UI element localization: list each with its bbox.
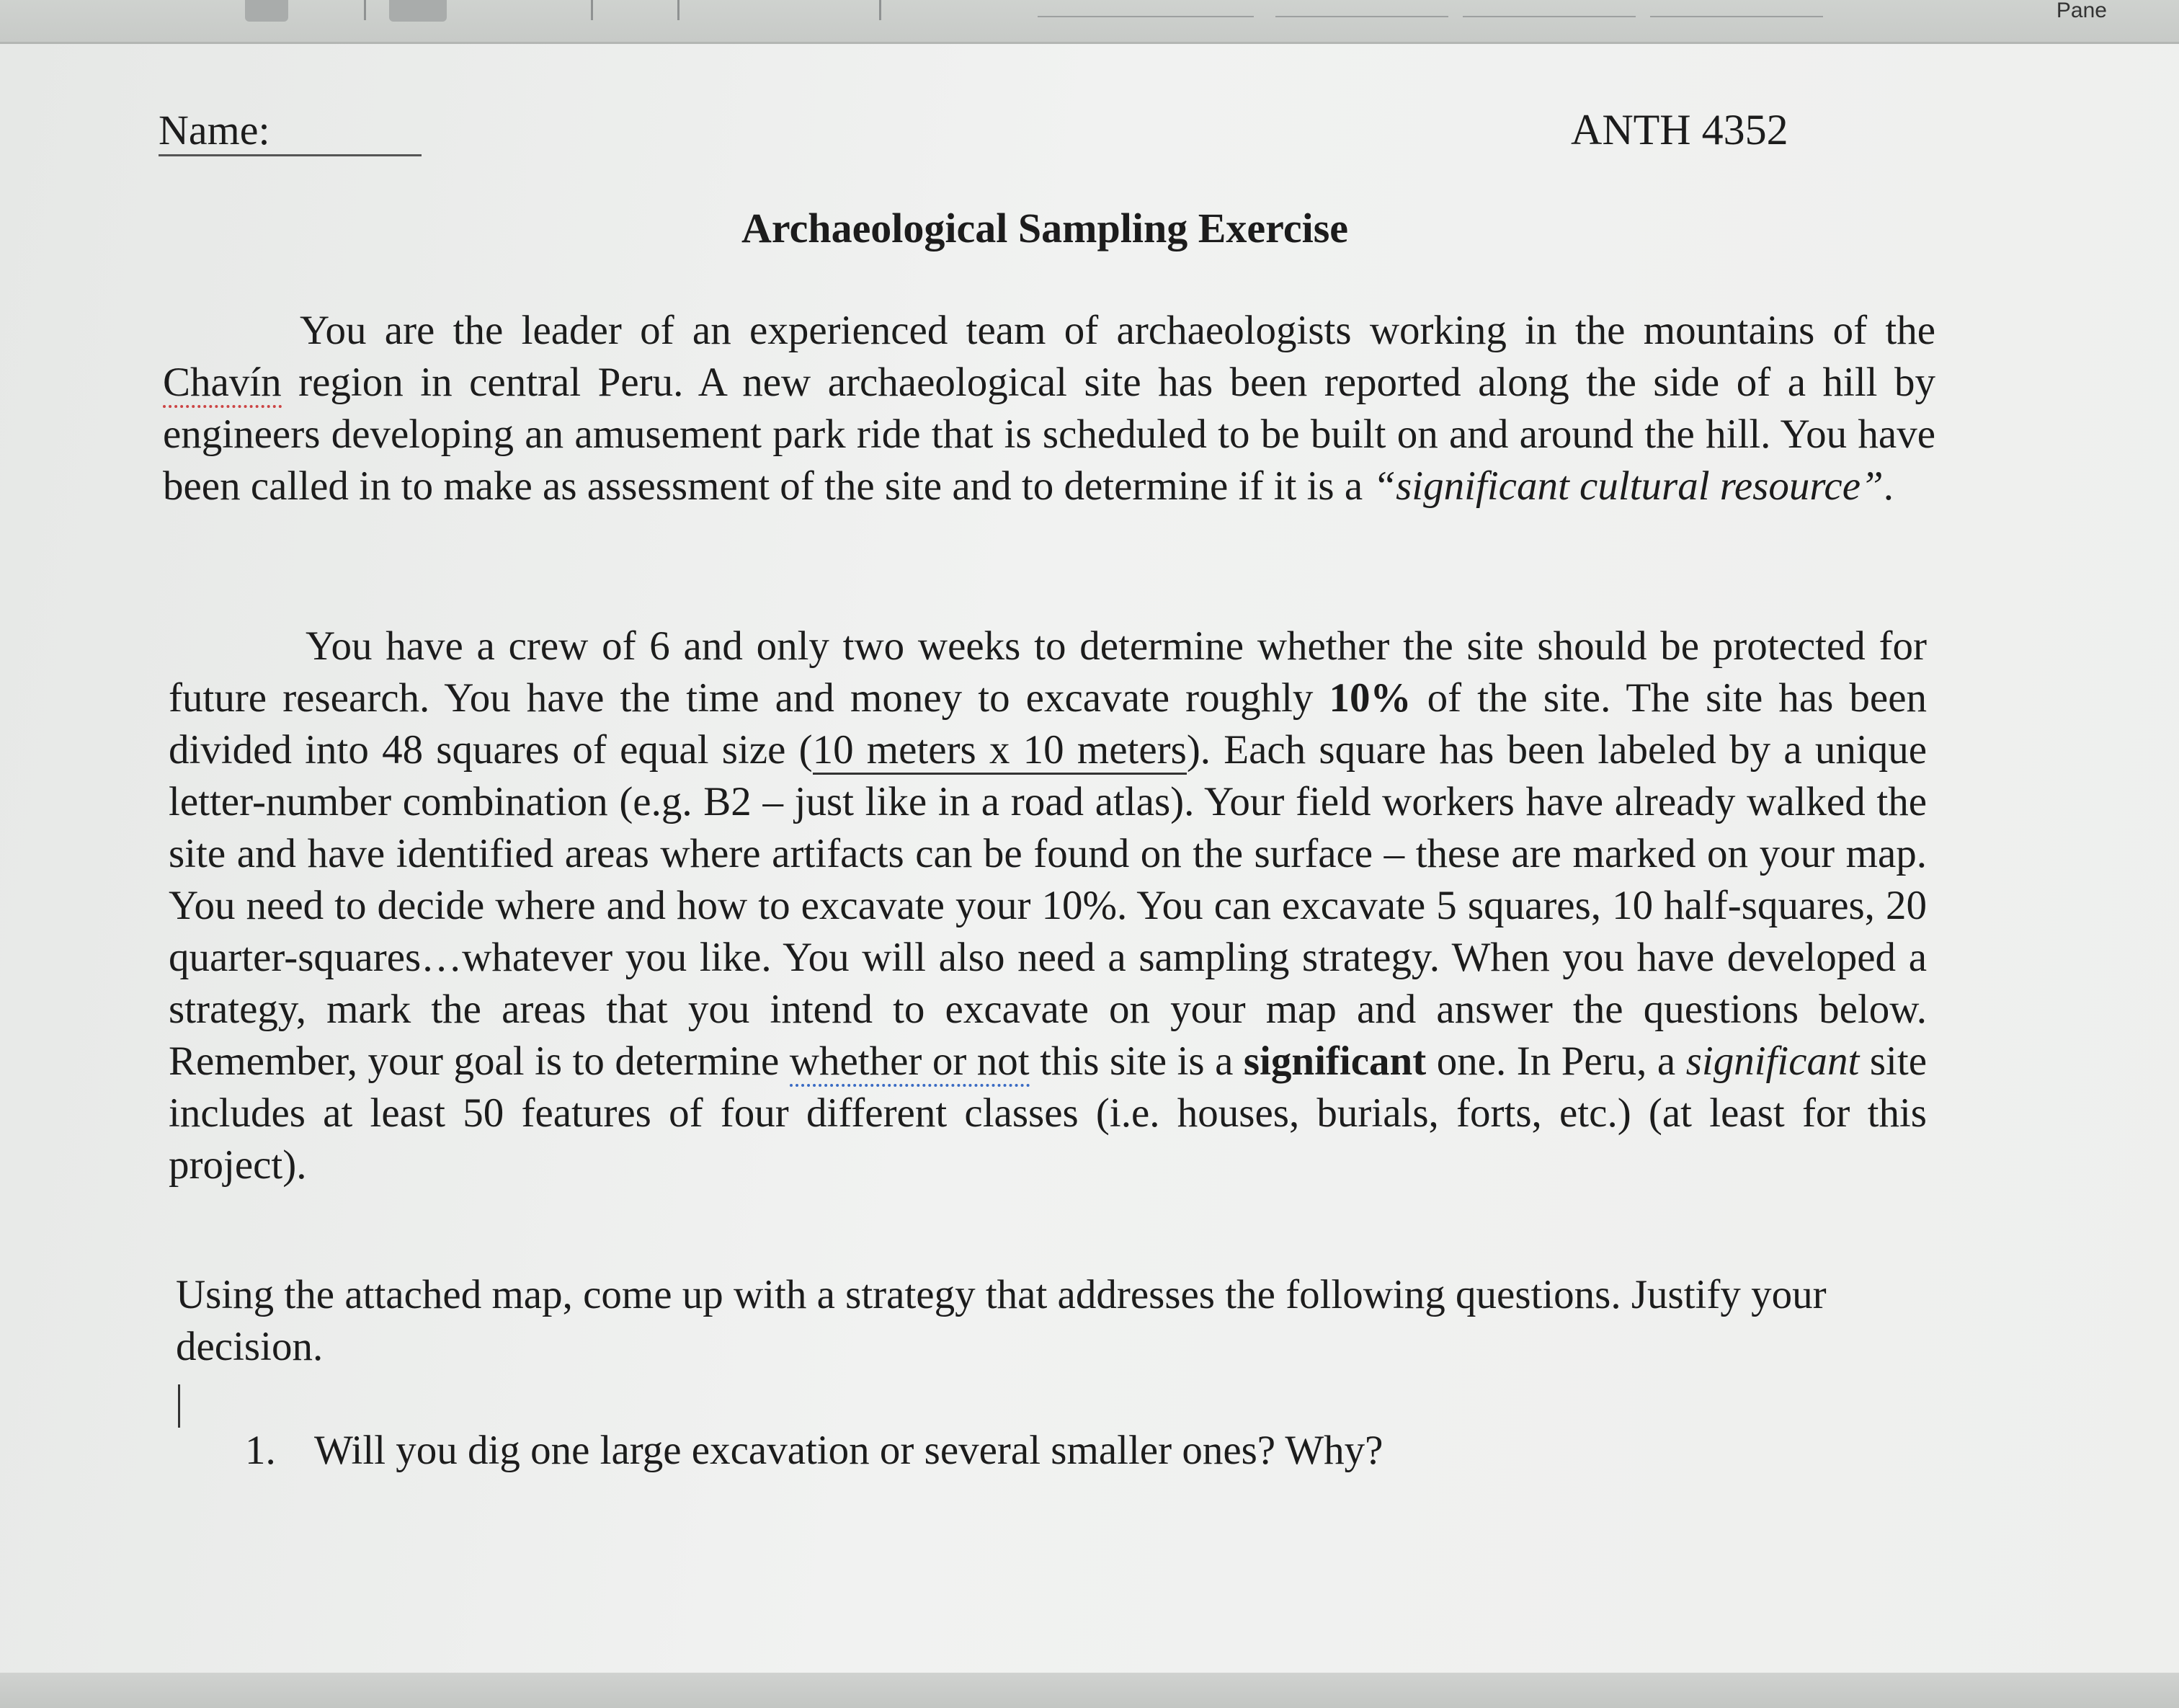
toolbar-divider: [591, 0, 593, 20]
document-page[interactable]: [0, 44, 2179, 1673]
style-gallery-item[interactable]: [1463, 0, 1636, 17]
spellcheck-word[interactable]: Chavín: [163, 360, 282, 408]
question-item[interactable]: [245, 1425, 1383, 1477]
pane-button[interactable]: Pane: [2056, 0, 2107, 22]
text-cursor: [178, 1384, 180, 1428]
name-label: Name:: [159, 107, 422, 156]
document-title: Archaeological Sampling Exercise: [741, 205, 1349, 252]
toolbar-divider: [879, 0, 881, 20]
underlined-size: 10 meters x 10 meters: [813, 727, 1187, 775]
status-bar: [0, 1673, 2179, 1708]
toolbar-button[interactable]: [389, 0, 447, 22]
app-toolbar: [0, 0, 2179, 44]
style-gallery-item[interactable]: [1038, 0, 1254, 17]
question-number: 1.: [245, 1428, 276, 1473]
style-gallery-item[interactable]: [1275, 0, 1448, 17]
style-gallery-item[interactable]: [1650, 0, 1823, 17]
grammar-flag[interactable]: whether or not: [790, 1038, 1030, 1087]
question-text: Will you dig one large excavation or several smaller ones? Why?: [314, 1428, 1383, 1473]
toolbar-divider: [677, 0, 679, 20]
course-code: ANTH 4352: [1571, 106, 1788, 154]
task-paragraph[interactable]: Using the attached map, come up with a strategy that addresses the following questions. Justify your decision.: [176, 1272, 1827, 1369]
toolbar-divider: [364, 0, 366, 20]
toolbar-button[interactable]: [245, 0, 288, 22]
instructions-paragraph[interactable]: You have a crew of 6 and only two weeks to determine whether the site should be protected for future research. You have the time and money to excavate roughly 10% of the site. The site has been divided into 48 squares of equal size (10 meters x 10 meters). Each square has been labeled by a unique letter-number combination (e.g. B2 – just like in a road atlas). Your field workers have already walked the site and have identified areas where artifacts can be found on the surface – these are marked on your map. You need to decide where and how to excavate your 10%. You can excavate 5 squares, 10 half-squares, 20 quarter-squares…whatever you like. You will also need a sampling strategy. When you have developed a strategy, mark the areas that you intend to excavate on your map and answer the questions below. Remember, your goal is to determine whether or not this site is a significant one. In Peru, a significant site includes at least 50 features of four different classes (i.e. houses, burials, forts, etc.) (at least for this project).: [169, 623, 1928, 1188]
italic-quote: “significant cultural resource”: [1373, 463, 1884, 509]
name-field[interactable]: [159, 106, 422, 156]
intro-paragraph[interactable]: You are the leader of an experienced team of archaeologists working in the mountains of the Chavín region in central Peru. A new archaeological site has been reported along the side of a hill by engineers developing an amusement park ride that is scheduled to be built on and around the hill. You have been called in to make as assessment of the site and to determine if it is a “significant cultural resource”.: [163, 308, 1935, 509]
